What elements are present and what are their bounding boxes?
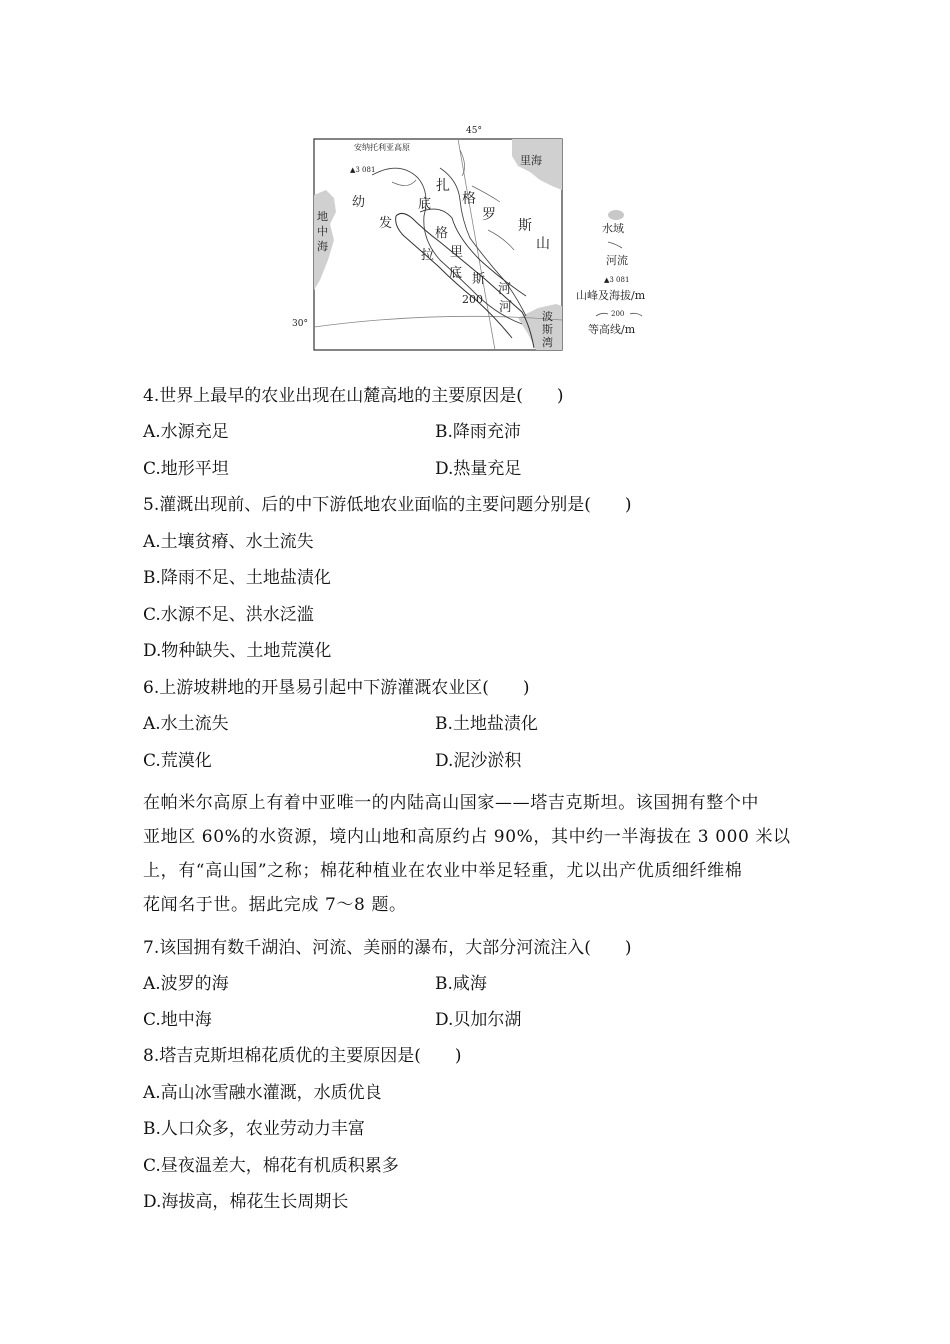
legend-peak-value: ▲3 081: [604, 276, 630, 284]
zag-char-1: 扎: [436, 178, 450, 194]
legend-water: 水域: [602, 222, 624, 235]
q4-stem: 4.世界上最早的农业出现在山麓高地的主要原因是( ): [143, 386, 564, 406]
med-char-2: 中: [317, 225, 328, 238]
q6-option-a[interactable]: A.水土流失: [143, 714, 229, 734]
q7-stem: 7.该国拥有数千湖泊、河流、美丽的瀑布，大部分河流注入( ): [143, 938, 632, 958]
plateau-label: 安纳托利亚高原: [354, 143, 410, 152]
lon-label: 45°: [466, 126, 482, 136]
q4-option-c[interactable]: C.地形平坦: [143, 459, 229, 479]
q5-option-a[interactable]: A.土壤贫瘠、水土流失: [143, 532, 314, 552]
q8-stem: 8.塔吉克斯坦棉花质优的主要原因是( ): [143, 1046, 462, 1066]
legend-river: 河流: [606, 254, 628, 267]
med-char-1: 地: [317, 210, 328, 223]
map-figure: [290, 120, 680, 355]
zag-char-5: 山: [536, 236, 550, 252]
q4-option-d[interactable]: D.热量充足: [435, 459, 522, 479]
euph-char-5: 河: [498, 282, 512, 297]
tig-char-2: 格: [435, 226, 449, 241]
gulf-char-1: 波: [542, 310, 553, 323]
passage-line: 上，有“高山国”之称；棉花种植业在农业中举足轻重，尤以出产优质细纤维棉: [143, 861, 743, 881]
euph-char-1: 幼: [352, 195, 366, 210]
q4-option-b[interactable]: B.降雨充沛: [435, 422, 521, 442]
legend-contour: 等高线/m: [588, 323, 636, 336]
q5-option-d[interactable]: D.物种缺失、土地荒漠化: [143, 641, 332, 661]
q4-option-a[interactable]: A.水源充足: [143, 422, 229, 442]
mesopotamia-map: [290, 120, 680, 355]
contour-label: 200: [462, 293, 483, 306]
zag-char-4: 斯: [518, 218, 532, 234]
legend-river-swatch: [608, 242, 622, 248]
q8-option-d[interactable]: D.海拔高，棉花生长周期长: [143, 1192, 349, 1212]
zag-char-2: 格: [462, 191, 476, 207]
q8-option-a[interactable]: A.高山冰雪融水灌溉，水质优良: [143, 1083, 382, 1103]
tig-char-3: 里: [450, 245, 464, 260]
q5-option-b[interactable]: B.降雨不足、土地盐渍化: [143, 568, 331, 588]
q5-stem: 5.灌溉出现前、后的中下游低地农业面临的主要问题分别是( ): [143, 495, 632, 515]
caspian-label: 里海: [520, 154, 542, 167]
euph-char-4: 底: [449, 266, 463, 281]
euph-char-3: 拉: [421, 248, 435, 263]
legend-contour-value: 200: [611, 310, 625, 318]
med-char-3: 海: [317, 240, 328, 253]
tig-char-1: 底: [418, 197, 432, 212]
tig-char-4: 斯: [472, 272, 486, 287]
q6-option-c[interactable]: C.荒漠化: [143, 751, 212, 771]
zag-char-3: 罗: [482, 207, 496, 223]
tig-char-5: 河: [499, 300, 513, 315]
euph-char-2: 发: [379, 216, 393, 231]
q8-option-b[interactable]: B.人口众多，农业劳动力丰富: [143, 1119, 365, 1139]
passage-line: 亚地区 60%的水资源，境内山地和高原约占 90%，其中约一半海拔在 3 000 米以: [143, 827, 791, 847]
lat-label: 30°: [292, 319, 308, 329]
reading-passage: [143, 786, 815, 922]
passage-line: 在帕米尔高原上有着中亚唯一的内陆高山国家——塔吉克斯坦。该国拥有整个中: [143, 793, 759, 813]
q7-option-a[interactable]: A.波罗的海: [143, 974, 229, 994]
q7-option-c[interactable]: C.地中海: [143, 1010, 212, 1030]
legend-water-swatch: [608, 210, 624, 220]
q5-option-c[interactable]: C.水源不足、洪水泛滥: [143, 605, 314, 625]
q6-option-b[interactable]: B.土地盐渍化: [435, 714, 538, 734]
gulf-char-3: 湾: [542, 336, 553, 349]
q6-stem: 6.上游坡耕地的开垦易引起中下游灌溉农业区( ): [143, 678, 530, 698]
passage-line: 花闻名于世。据此完成 7～8 题。: [143, 895, 407, 915]
q6-option-d[interactable]: D.泥沙淤积: [435, 751, 522, 771]
q7-option-b[interactable]: B.咸海: [435, 974, 487, 994]
peak-label: ▲3 081: [350, 166, 376, 174]
q8-option-c[interactable]: C.昼夜温差大，棉花有机质积累多: [143, 1156, 399, 1176]
q7-option-d[interactable]: D.贝加尔湖: [435, 1010, 522, 1030]
legend-peak: 山峰及海拔/m: [576, 289, 646, 302]
gulf-char-2: 斯: [542, 323, 553, 336]
